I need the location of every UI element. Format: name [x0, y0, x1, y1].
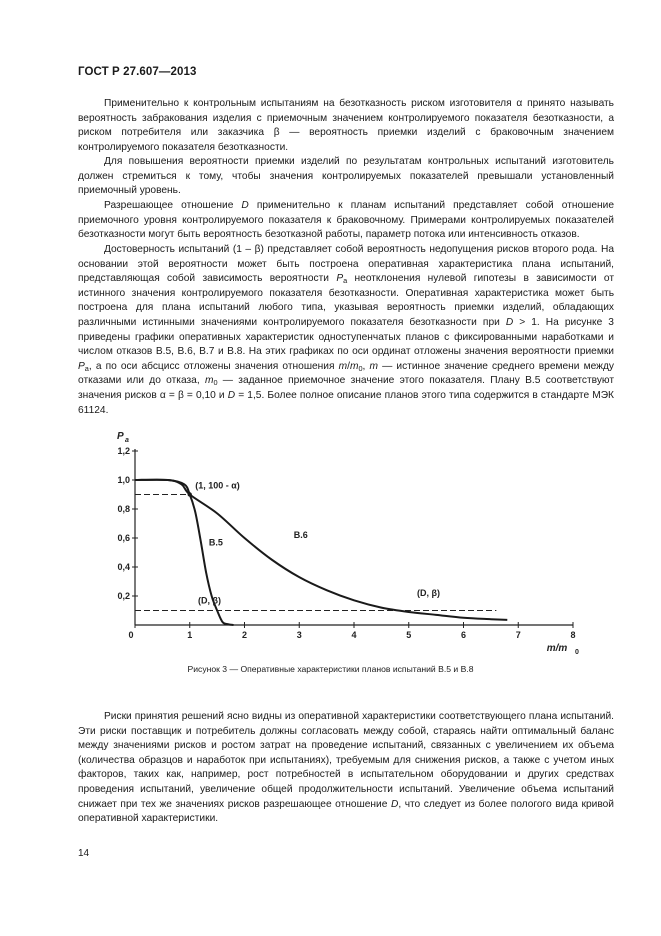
y-tick-label: 0,6 [117, 533, 130, 543]
x-axis-label-sub: 0 [575, 649, 579, 656]
paragraph-operating-characteristic: Достоверность испытаний (1 – β) представляет собой вероятность недопущения рисков второго рода. На основании этой вероятности может быть построена оперативная характеристика плана испытаний, представляющая собой зависимость вероятности $P_a$ неотклонения нулевой гипотезы в зависимости от истинного значения контролируемого показателя безотказности. Оперативная характеристика может быть построена для плана испытаний любого типа, указывая вероятность приемки изделий, обладающих различными истинными значениями контролируемого показателя безотказности при D > 1. На рисунке 3 приведены графики оперативных характеристик одноступенчатых планов с фиксированными наработками и числом отказов В.5, В.6, В.7 и В.8. На этих графиках по оси ординат отложены значения вероятности приемки $P_a$, а по оси абсцисс отложены значения отношения $m/m_0$, m — истинное значение среднего времени между отказами или до отказа, $m_0$ — заданное приемочное значение этого показателя. Плану В.5 соответствуют значения рисков α = β = 0,10 и D = 1,5. Более полное описание планов этого типа содержится в стандарте МЭК 61124. [78, 244, 614, 416]
chart-annotation: В.5 [208, 537, 223, 548]
x-tick-label: 4 [351, 630, 357, 640]
x-tick-label: 3 [296, 630, 302, 640]
x-tick-label: 8 [570, 630, 576, 640]
x-axis-label: m/m [546, 643, 568, 654]
x-tick-label: 7 [515, 630, 521, 640]
chart-annotation: (1, 100 - α) [195, 480, 240, 491]
x-tick-label: 2 [241, 630, 248, 640]
figure-caption: Рисунок 3 — Оперативные характеристики планов испытаний В.5 и В.8 [187, 664, 474, 674]
x-tick-label: 0 [128, 630, 134, 640]
x-tick-label: 1 [187, 630, 193, 640]
chart-annotation: (D, β) [197, 595, 221, 606]
chart-reference-lines [135, 495, 496, 611]
chart-annotation: В.6 [293, 530, 308, 540]
y-axis-label-sub: a [125, 437, 129, 444]
x-tick-label: 6 [460, 630, 467, 640]
document-header: ГОСТ Р 27.607—2013 [78, 66, 197, 78]
x-tick-label: 5 [406, 630, 412, 640]
y-tick-label: 1,0 [117, 475, 130, 485]
paragraph-decision-risks: Риски принятия решений ясно видны из оперативной характеристики соответствующего плана испытаний. Эти риски поставщик и потребитель должны согласовать между собой, стараясь найти оптимальный баланс между значениями рисков и ростом затрат на проведение испытаний, связанных с увеличением их объема (количества образцов и наработок при испытаниях), требуемым для снижения рисков, а также с учетом иных факторов, таких как, например, рост потребностей в испытательном оборудовании и других средствах проведения испытаний, увеличение общей продолжительности испытаний. Увеличение объема испытаний снижает при тех же значениях рисков разрешающее отношение D, что следует из более пологого вида кривой оперативной характеристики. [78, 711, 614, 825]
y-axis-label: P [117, 431, 124, 442]
y-tick-label: 0,8 [117, 504, 130, 514]
paragraph-discrimination-ratio: Разрешающее отношение D применительно к планам испытаний представляет собой отношение приемочного уровня контролируемого показателя к браковочному. Примерами контролируемых показателей безотказности могут быть вероятность безотказной работы, параметр потока или интенсивность отказов. [78, 200, 614, 241]
series-line-B-8 [135, 480, 507, 620]
y-tick-label: 1,2 [117, 446, 130, 456]
y-tick-label: 0,2 [117, 591, 130, 601]
paragraph-acceptance-probability: Для повышения вероятности приемки изделий по результатам контрольных испытаний изготовитель должен стремиться к тому, чтобы значения контролируемых показателей превышали установленный приемочный уровень. [78, 156, 614, 197]
chart-series [135, 480, 507, 625]
y-tick-label: 0,4 [117, 562, 130, 572]
paragraph-risks-definition: Применительно к контрольным испытаниям на безотказность риском изготовителя α принято называть вероятность забракования изделия с приемочным значением контролируемого показателя безотказности, а риском потребителя или заказчика β — вероятность приемки изделий с браковочным значением контролируемого показателя безотказности. [78, 98, 614, 153]
chart-axes [117, 431, 579, 656]
chart-annotation: (D, β) [416, 588, 440, 598]
page-number: 14 [78, 848, 90, 859]
acceptance-point-marker [188, 492, 192, 496]
